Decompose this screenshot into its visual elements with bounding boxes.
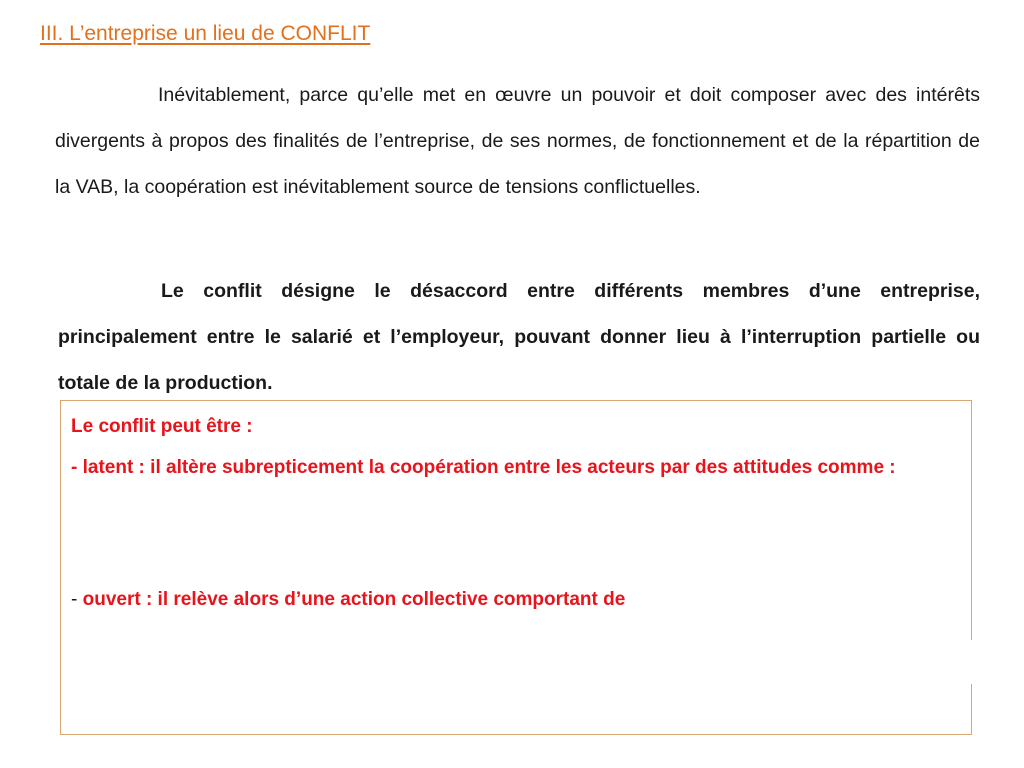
conflict-types-heading: Le conflit peut être : (71, 416, 253, 437)
conflict-types-box (60, 400, 972, 735)
definition-paragraph: Le conflit désigne le désaccord entre différents membres d’une entreprise, principalement entre le salarié et l’employeur, pouvant donner lieu à l’interruption partielle ou totale de la production. (58, 280, 980, 394)
intro-paragraph: Inévitablement, parce qu’elle met en œuvre un pouvoir et doit composer avec des intérêts divergents à propos des finalités de l’entreprise, de ses normes, de fonctionnement et de la répartition de la VAB, la coopération est inévitablement source de tensions conflictuelles. (55, 84, 980, 198)
open-conflict-text: ouvert : il relève alors d’une action collective comportant de (82, 589, 626, 610)
latent-conflict-text: - latent : il altère subrepticement la coopération entre les acteurs par des attitudes comme : (71, 457, 896, 478)
open-conflict-dash: - (71, 589, 83, 610)
slide-title: III. L’entreprise un lieu de CONFLIT (40, 22, 371, 45)
conflict-types-content (71, 411, 964, 623)
open-conflict-line (71, 577, 964, 623)
border-gap (971, 640, 979, 684)
blank-space (71, 491, 964, 577)
